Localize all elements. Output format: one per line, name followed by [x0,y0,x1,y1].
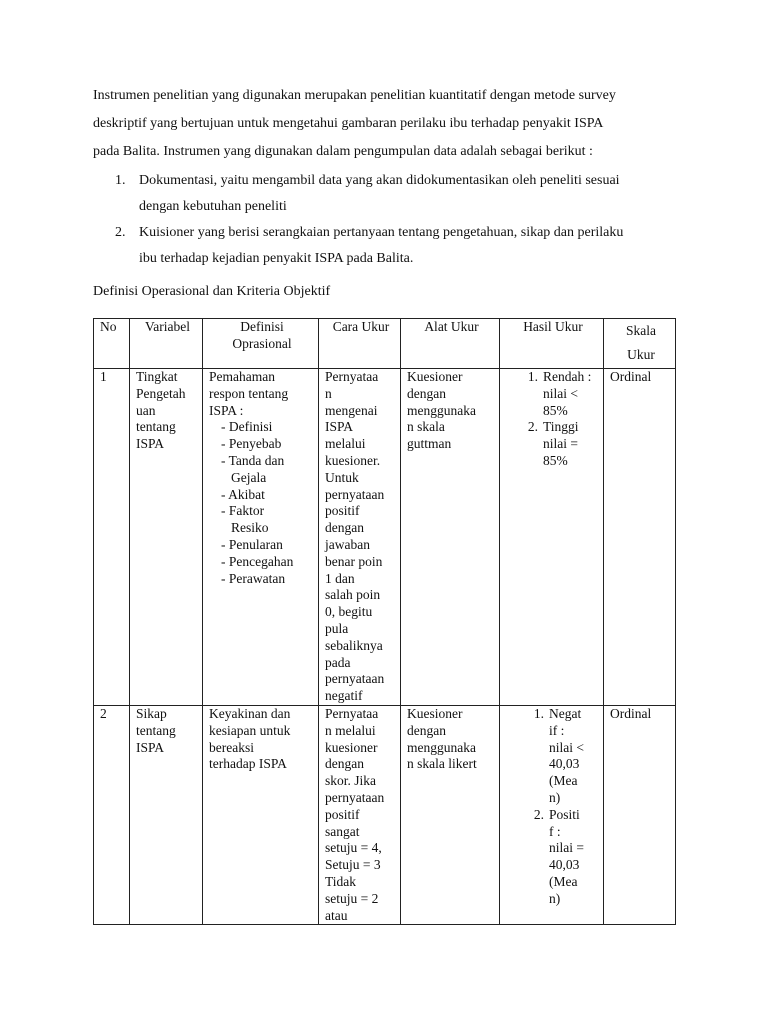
hasil-number: 2. [533,806,544,822]
cell-line: pernyataan [325,486,385,502]
hasil-text: nilai < [543,385,578,401]
definition-table [93,318,676,925]
cell-line: setuju = 2 [325,890,379,906]
definisi-item: - Faktor [221,503,265,519]
hasil-item [524,723,600,740]
cell-line: n melalui [325,722,376,738]
cell-line: respon tentang [209,385,289,401]
definisi-item: - Definisi [221,419,273,435]
hasil-text: n) [549,789,561,805]
intro-line: Instrumen penelitian yang digunakan merupakan penelitian kuantitatif dengan metode survey [93,88,616,103]
cell-line: Tingkat [136,369,178,384]
hasil-item [524,807,600,824]
header-variabel: Variabel [130,319,203,369]
hasil-item [524,756,600,773]
hasil-text: nilai < [549,739,584,755]
hasil-text: (Mea [549,773,578,789]
hasil-text: Positi [549,806,580,822]
header-no: No [94,319,130,369]
cell-line: ISPA : [209,402,244,418]
list-number: 1. [115,173,126,188]
cell-line: dengan [325,756,364,772]
cell-skala-ukur: Ordinal [604,706,676,925]
hasil-item [518,369,600,386]
hasil-item [524,740,600,757]
cell-no: 2 [94,706,130,925]
intro-line: pada Balita. Instrumen yang digunakan dalam pengumpulan data adalah sebagai berikut : [93,144,593,159]
hasil-text: nilai = [543,436,578,452]
header-skala-ukur [604,319,676,369]
cell-line: n skala likert [407,756,477,772]
hasil-text: n) [549,890,561,906]
list-line: Dokumentasi, yaitu mengambil data yang akan didokumentasikan oleh peneliti sesuai [139,173,620,188]
hasil-number: 1. [527,369,538,384]
intro-paragraph [93,82,683,166]
cell-line: 1 dan [325,570,355,586]
cell-cara-ukur [319,706,401,925]
hasil-item [518,386,600,403]
header-skala-line: Skala [626,323,656,338]
definisi-intro [209,369,315,419]
definisi-item: Gejala [231,469,267,485]
hasil-text: Tinggi [543,419,579,435]
cell-line: Tidak [325,873,357,889]
cell-hasil-ukur [500,369,604,706]
cell-line: Keyakinan dan [209,706,291,721]
cell-line: negatif [325,688,363,704]
hasil-item [524,840,600,857]
definisi-item: - Akibat [221,486,265,502]
cell-line: Sikap [136,706,167,721]
list-item [93,168,683,220]
section-title: Definisi Operasional dan Kriteria Objektif [93,284,331,299]
cell-line: menggunaka [407,402,476,418]
cell-line: Pengetah [136,385,186,401]
hasil-item [518,403,600,420]
hasil-item [524,773,600,790]
cell-line: dengan [407,722,446,738]
cell-line: uan [136,402,156,418]
cell-line: 0, begitu [325,604,373,620]
cell-line: sebaliknya [325,637,383,653]
definisi-item: - Penularan [221,536,283,552]
cell-line: tentang [136,722,176,738]
table-row [94,706,676,925]
cell-line: Pernyataa [325,706,379,721]
hasil-text: Negat [549,706,582,721]
hasil-item [518,436,600,453]
list-item [93,220,683,272]
cell-line: Kuesioner [407,369,463,384]
cell-line: ISPA [325,419,354,435]
hasil-item [524,790,600,807]
hasil-text: if : [549,722,565,738]
definisi-item: - Perawatan [221,570,286,586]
hasil-text: nilai = [549,840,584,856]
list-line: dengan kebutuhan peneliti [139,199,287,214]
cell-hasil-ukur [500,706,604,925]
cell-line: skor. Jika [325,773,377,789]
cell-line: mengenai [325,402,378,418]
header-hasil-ukur: Hasil Ukur [500,319,604,369]
cell-line: dengan [407,385,446,401]
hasil-text: 85% [543,452,568,468]
hasil-text: 85% [543,402,568,418]
definisi-item: - Penyebab [221,436,282,452]
hasil-text: (Mea [549,873,578,889]
hasil-text: Rendah : [543,369,592,384]
header-cara-ukur: Cara Ukur [319,319,401,369]
cell-line: n skala [407,419,445,435]
cell-line: setuju = 4, [325,840,382,856]
cell-line: guttman [407,436,452,452]
cell-variabel [130,369,203,706]
cell-line: n [325,385,332,401]
cell-line: positif [325,806,360,822]
cell-line: dengan [325,520,364,536]
cell-line: kuesioner. [325,452,381,468]
cell-skala-ukur: Ordinal [604,369,676,706]
cell-line: bereaksi [209,739,254,755]
header-definisi [203,319,319,369]
intro-line: deskriptif yang bertujuan untuk mengetahui gambaran perilaku ibu terhadap penyakit ISPA [93,116,604,131]
cell-alat-ukur [401,369,500,706]
cell-line: salah poin [325,587,381,603]
cell-line: Kuesioner [407,706,463,721]
cell-line: benar poin [325,553,383,569]
table-row [94,369,676,706]
table-header-row [94,319,676,369]
header-skala-line: Ukur [627,347,655,362]
cell-line: tentang [136,419,176,435]
header-alat-ukur: Alat Ukur [401,319,500,369]
cell-line: terhadap ISPA [209,756,287,772]
cell-line: ISPA [136,739,165,755]
cell-no: 1 [94,369,130,706]
cell-line: Setuju = 3 [325,857,381,873]
hasil-item [524,857,600,874]
hasil-number: 2. [527,419,538,435]
header-definisi-line: Oprasional [232,335,292,351]
list-number: 2. [115,225,126,240]
cell-line: sangat [325,823,360,839]
cell-line: Pernyataa [325,369,379,384]
cell-definisi [203,706,319,925]
hasil-list [524,706,600,908]
list-line: Kuisioner yang berisi serangkaian pertanyaan tentang pengetahuan, sikap dan perilaku [139,225,624,240]
cell-line: pernyataan [325,789,385,805]
cell-line: Untuk [325,469,359,485]
cell-line: Pemahaman [209,369,275,384]
cell-variabel [130,706,203,925]
cell-line: jawaban [325,536,370,552]
instrument-list [93,168,683,272]
cell-line: kuesioner [325,739,378,755]
hasil-item [524,706,600,723]
header-definisi-line: Definisi [240,319,284,334]
list-line: ibu terhadap kejadian penyakit ISPA pada Balita. [139,251,414,266]
hasil-text: f : [549,823,561,839]
hasil-item [524,891,600,908]
cell-alat-ukur [401,706,500,925]
cell-cara-ukur [319,369,401,706]
hasil-text: 40,03 [549,756,580,772]
cell-line: pernyataan [325,671,385,687]
cell-definisi [203,369,319,706]
hasil-item [524,874,600,891]
hasil-item [518,419,600,436]
definisi-item: - Tanda dan [221,452,285,468]
cell-line: positif [325,503,360,519]
hasil-item [518,453,600,470]
cell-line: pada [325,654,351,670]
cell-line: melalui [325,436,366,452]
hasil-list [518,369,600,470]
definisi-item: Resiko [231,520,269,536]
hasil-text: 40,03 [549,857,580,873]
cell-line: ISPA [136,436,165,452]
cell-line: pula [325,620,349,636]
cell-line: atau [325,907,348,923]
definisi-items [209,419,315,587]
cell-line: kesiapan untuk [209,722,291,738]
hasil-number: 1. [533,706,544,721]
hasil-item [524,824,600,841]
definisi-item: - Pencegahan [221,553,294,569]
cell-line: menggunaka [407,739,476,755]
